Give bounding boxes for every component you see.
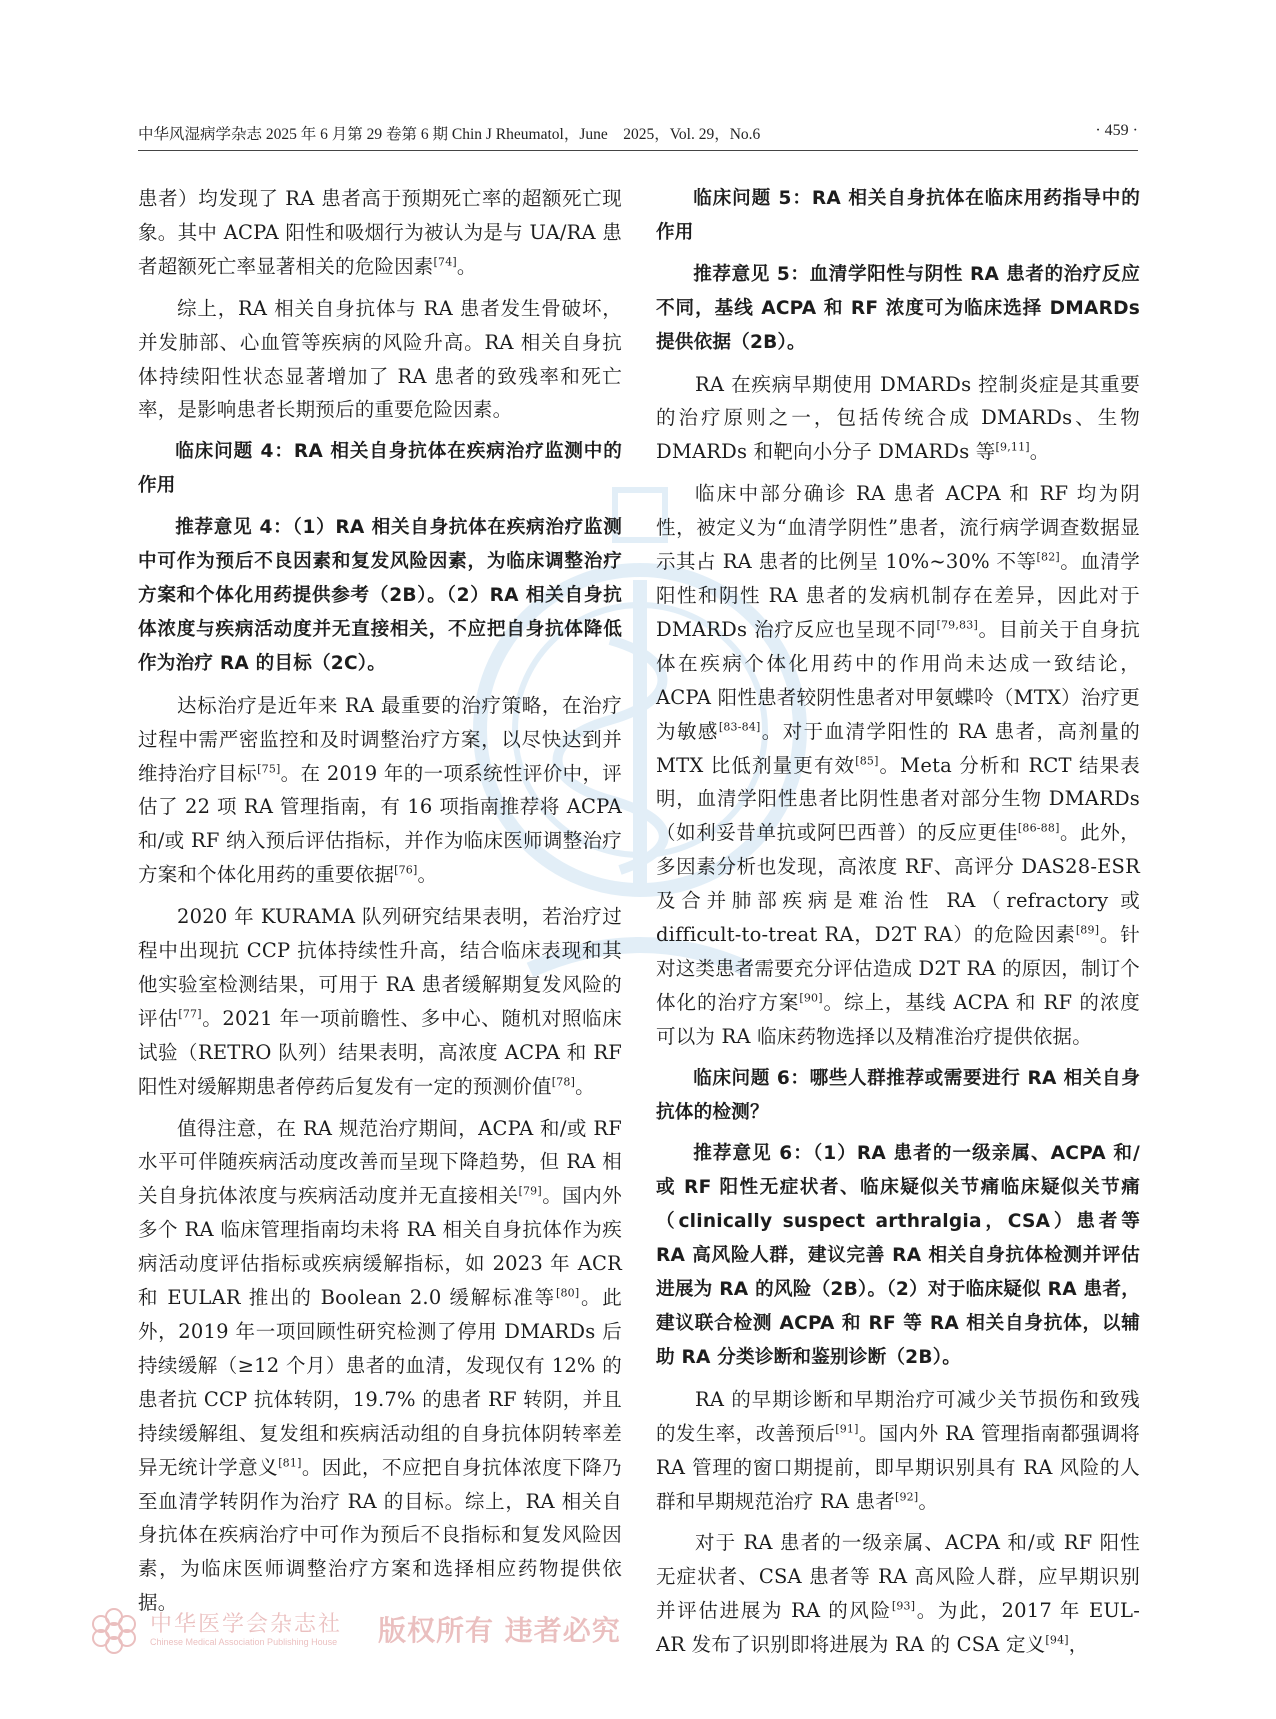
header-rule xyxy=(138,150,1138,151)
citation[interactable]: [90] xyxy=(799,991,823,1005)
clinical-question-5: 临床问题 5：RA 相关自身抗体在临床用药指导中的作用 xyxy=(656,188,1140,243)
citation[interactable]: [94] xyxy=(1045,1633,1069,1647)
recommendation-5: 推荐意见 5：血清学阳性与阴性 RA 患者的治疗反应不同，基线 ACPA 和 RF 浓度可为临床选择 DMARDs 提供依据（2B）。 xyxy=(656,263,1140,353)
citation[interactable]: [75] xyxy=(257,762,281,775)
left-column xyxy=(138,182,622,1620)
clinical-question-4: 临床问题 4：RA 相关自身抗体在疾病治疗监测中的作用 xyxy=(138,441,622,497)
publisher-name-en: Chinese Medical Association Publishing House xyxy=(150,1637,338,1647)
paragraph: 患者）均发现了 RA 患者高于预期死亡率的超额死亡现象。其中 ACPA 阳性和吸烟行为被认为是与 UA/RA 患者超额死亡率显著相关的危险因素[74]。 xyxy=(138,187,622,278)
paragraph: 临床中部分确诊 RA 患者 ACPA 和 RF 均为阴性，被定义为“血清学阴性”患者，流行病学调查数据显示其占 RA 患者的比例呈 10%~30% 不等[82]。血清学阳性和阴性 RA 患者的发病机制存在差异，因此对于 DMARDs 治疗反应也呈现不同[79,83]。目前关于自身抗体在疾病个体化用药中的作用尚未达成一致结论，ACPA 阳性患者较阴性患者对甲氨蝶呤（MTX）治疗更为敏感[83-84]。对于血清学阳性的 RA 患者，高剂量的 MTX 比低剂量更有效[85]。Meta 分析和 RCT 结果表明，血清学阳性患者比阴性患者对部分生物 DMARDs（如利妥昔单抗或阿巴西普）的反应更佳[86-88]。此外，多因素分析也发现，高浓度 RF、高评分 DAS28-ESR 及合并肺部疾病是难治性 RA（refractory 或 difficult-to-treat RA，D2T RA）的危险因素[89]。针对这类患者需要充分评估造成 D2T RA 的原因，制订个体化的治疗方案[90]。综上，基线 ACPA 和 RF 的浓度可以为 RA 临床药物选择以及精准治疗提供依据。 xyxy=(656,482,1141,1048)
citation[interactable]: [80] xyxy=(555,1286,580,1300)
citation[interactable]: [74] xyxy=(433,255,457,269)
citation[interactable]: [93] xyxy=(891,1599,916,1613)
citation[interactable]: [81] xyxy=(278,1456,302,1470)
citation[interactable]: [86-88] xyxy=(1017,821,1060,835)
citation[interactable]: [9,11] xyxy=(995,440,1030,454)
citation[interactable]: [92] xyxy=(894,1490,919,1504)
running-header xyxy=(138,122,1138,148)
citation[interactable]: [77] xyxy=(178,1007,202,1021)
right-column xyxy=(656,182,1140,1662)
citation[interactable]: [85] xyxy=(855,754,879,767)
citation[interactable]: [82] xyxy=(1036,550,1060,564)
publisher-name-cn: 中华医学会杂志社 xyxy=(150,1612,343,1637)
paragraph: 值得注意，在 RA 规范治疗期间，ACPA 和/或 RF 水平可伴随疾病活动度改善而呈现下降趋势，但 RA 相关自身抗体浓度与疾病活动度并无直接相关[79]。国内外多个 RA 临床管理指南均未将 RA 相关自身抗体作为疾病活动度评估指标或疾病缓解指标，如 2023 年 ACR 和 EULAR 推出的 Boolean 2.0 缓解标准等[80]。此外，2019 年一项回顾性研究检测了停用 DMARDs 后持续缓解（≥12 个月）患者的血清，发现仅有 12% 的患者抗 CCP 抗体转阴，19.7% 的患者 RF 转阴，并且持续缓解组、复发组和疾病活动组的自身抗体阴转率差异无统计学意义[81]。因此，不应把自身抗体浓度下降乃至血清学转阴作为治疗 RA 的目标。综上，RA 相关自身抗体在疾病治疗中可作为预后不良指标和复发风险因素，为临床医师调整治疗方案和选择相应药物提供依据。 xyxy=(138,1116,622,1615)
citation[interactable]: [83-84] xyxy=(718,720,761,734)
paragraph: 对于 RA 患者的一级亲属、ACPA 和/或 RF 阳性无症状者、CSA 患者等 RA 高风险人群，应早期识别并评估进展为 RA 的风险[93]。为此，2017 年 EUL-AR 发布了识别即将进展为 RA 的 CSA 定义[94]， xyxy=(656,1531,1140,1657)
copyright-notice: 版权所有 违者必究 xyxy=(378,1614,621,1647)
page-number: · 459 · xyxy=(1095,122,1138,139)
citation[interactable]: [89] xyxy=(1075,923,1100,937)
recommendation-6: 推荐意见 6：（1）RA 患者的一级亲属、ACPA 和/或 RF 阳性无症状者、临床疑似关节痛临床疑似关节痛（clinically suspect arthralgia，CSA）患者等 RA 高风险人群，建议完善 RA 相关自身抗体检测并评估进展为 RA 的风险（2B）。（2）对于临床疑似 RA 患者，建议联合检测 ACPA 和 RF 等 RA 相关自身抗体，以辅助 RA 分类诊断和鉴别诊断（2B）。 xyxy=(656,1143,1140,1368)
paragraph: 综上，RA 相关自身抗体与 RA 患者发生骨破坏，并发肺部、心血管等疾病的风险升高。RA 相关自身抗体持续阳性状态显著增加了 RA 患者的致残率和死亡率，是影响患者长期预后的重要危险因素。 xyxy=(138,296,622,422)
paragraph: 2020 年 KURAMA 队列研究结果表明，若治疗过程中出现抗 CCP 抗体持续性升高，结合临床表现和其他实验室检测结果，可用于 RA 患者缓解期复发风险的评估[77]。2021 年一项前瞻性、多中心、随机对照临床试验（RETRO 队列）结果表明，高浓度 ACPA 和 RF 阳性对缓解期患者停药后复发有一定的预测价值[78]。 xyxy=(138,905,622,1098)
citation[interactable]: [91] xyxy=(835,1422,859,1436)
publisher-emblem-icon xyxy=(88,1605,140,1657)
paragraph: 达标治疗是近年来 RA 最重要的治疗策略，在治疗过程中需严密监控和及时调整治疗方案，以尽快达到并维持治疗目标[75]。在 2019 年的一项系统性评价中，评估了 22 项 RA 管理指南，有 16 项指南推荐将 ACPA 和/或 RF 纳入预后评估指标，并作为临床医师调整治疗方案和个体化用药的重要依据[76]。 xyxy=(138,693,622,887)
citation[interactable]: [79] xyxy=(518,1184,542,1198)
paragraph: RA 在疾病早期使用 DMARDs 控制炎症是其重要的治疗原则之一，包括传统合成 DMARDs、生物 DMARDs 和靶向小分子 DMARDs 等[9,11]。 xyxy=(656,372,1140,464)
citation[interactable]: [78] xyxy=(551,1075,576,1089)
clinical-question-6: 临床问题 6：哪些人群推荐或需要进行 RA 相关自身抗体的检测？ xyxy=(656,1067,1140,1123)
journal-citation: 中华风湿病学杂志 2025 年 6 月第 29 卷第 6 期 Chin J Rheumatol，June 2025，Vol. 29，No.6 xyxy=(138,126,761,143)
citation[interactable]: [79,83] xyxy=(936,618,978,632)
paragraph: RA 的早期诊断和早期治疗可减少关节损伤和致残的发生率，改善预后[91]。国内外 RA 管理指南都强调将 RA 管理的窗口期提前，即早期识别具有 RA 风险的人群和早期规范治疗 RA 患者[92]。 xyxy=(656,1387,1140,1513)
citation[interactable]: [76] xyxy=(394,863,418,877)
recommendation-4: 推荐意见 4：（1）RA 相关自身抗体在疾病治疗监测中可作为预后不良因素和复发风险因素，为临床调整治疗方案和个体化用药提供参考（2B）。（2）RA 相关自身抗体浓度与疾病活动度并无直接相关，不应把自身抗体降低作为治疗 RA 的目标（2C）。 xyxy=(138,517,622,674)
